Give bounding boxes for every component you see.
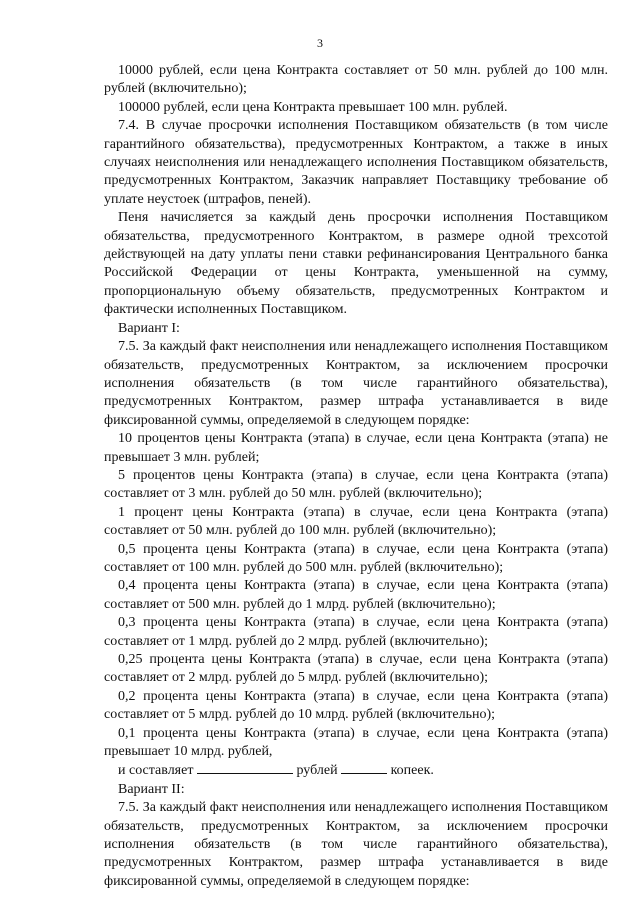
fine-tier-0-4-percent: 0,4 процента цены Контракта (этапа) в случае, если цена Контракта (этапа) составляет от 500 млн. рублей до 1 млрд. рублей (включительно); [104,578,608,612]
page-number: 3 [317,36,323,50]
variant-1-heading: Вариант I: [118,320,180,336]
variant-2-heading: Вариант II: [118,781,185,797]
kopecks-blank [341,761,387,774]
fine-tier-5-percent: 5 процентов цены Контракта (этапа) в случае, если цена Контракта (этапа) составляет от 3 млн. рублей до 50 млн. рублей (включительно); [104,467,608,502]
fine-tier-10-percent: 10 процентов цены Контракта (этапа) в случае, если цена Контракта (этапа) не превышает 3 млн. рублей; [104,431,608,465]
fine-tier-0-1-percent: 0,1 процента цены Контракта (этапа) в случае, если цена Контракта (этапа) превышает 10 млрд. рублей, [104,725,608,760]
paragraph-7-4: 7.4. В случае просрочки исполнения Поставщиком обязательств (в том числе гарантийного обязательства), предусмотренных Контрактом, а также в иных случаях неисполнения или ненадлежащего исполнения Поставщиком обязательств, предусмотренных Контрактом, Заказчик направляет Поставщику требование об уплате неустоек (штрафов, пеней). [104,118,608,207]
paragraph-penalty: Пеня начисляется за каждый день просрочки исполнения Поставщиком обязательства, предусмотренного Контрактом, в размере одной трехсотой действующей на дату уплаты пени ставки рефинансирования Центрального банка Российской Федерации от цены Контракта, уменьшенной на сумму, пропорциональную объему обязательств, предусмотренных Контрактом и фактически исполненных Поставщиком. [104,210,608,318]
fine-tier-0-3-percent: 0,3 процента цены Контракта (этапа) в случае, если цена Контракта (этапа) составляет от 1 млрд. рублей до 2 млрд. рублей (включительно); [104,615,608,649]
fine-tier-1-percent: 1 процент цены Контракта (этапа) в случае, если цена Контракта (этапа) составляет от 50 млн. рублей до 100 млн. рублей (включительно); [104,504,608,539]
rubles-blank [197,761,293,774]
fine-tier-0-2-percent: 0,2 процента цены Контракта (этапа) в случае, если цена Контракта (этапа) составляет от 5 млрд. рублей до 10 млрд. рублей (включительно); [104,688,608,723]
paragraph-fine-50-100: 10000 рублей, если цена Контракта составляет от 50 млн. рублей до 100 млн. рублей (включительно); [104,63,608,97]
fine-tier-0-5-percent: 0,5 процента цены Контракта (этапа) в случае, если цена Контракта (этапа) составляет от 100 млн. рублей до 500 млн. рублей (включительно); [104,541,608,575]
amount-prefix: и составляет [118,763,194,779]
document-body [104,62,608,891]
rubles-word: рублей [296,763,338,779]
paragraph-7-5-v1: 7.5. За каждый факт неисполнения или ненадлежащего исполнения Поставщиком обязательств, предусмотренных Контрактом, за исключением просрочки исполнения обязательств (в том числе гарантийного обязательства), предусмотренных Контрактом, размер штрафа устанавливается в виде фиксированной суммы, определяемой в следующем порядке: [104,339,608,428]
paragraph-7-5-v2: 7.5. За каждый факт неисполнения или ненадлежащего исполнения Поставщиком обязательств, предусмотренных Контрактом, за исключением просрочки исполнения обязательств (в том числе гарантийного обязательства), предусмотренных Контрактом, размер штрафа устанавливается в виде фиксированной суммы, определяемой в следующем порядке: [104,800,608,889]
fine-tier-0-25-percent: 0,25 процента цены Контракта (этапа) в случае, если цена Контракта (этапа) составляет от 2 млрд. рублей до 5 млрд. рублей (включительно); [104,652,608,686]
amount-line [104,761,608,780]
paragraph-fine-over-100: 100000 рублей, если цена Контракта превышает 100 млн. рублей. [118,99,508,115]
kopecks-word: копеек. [390,763,434,779]
